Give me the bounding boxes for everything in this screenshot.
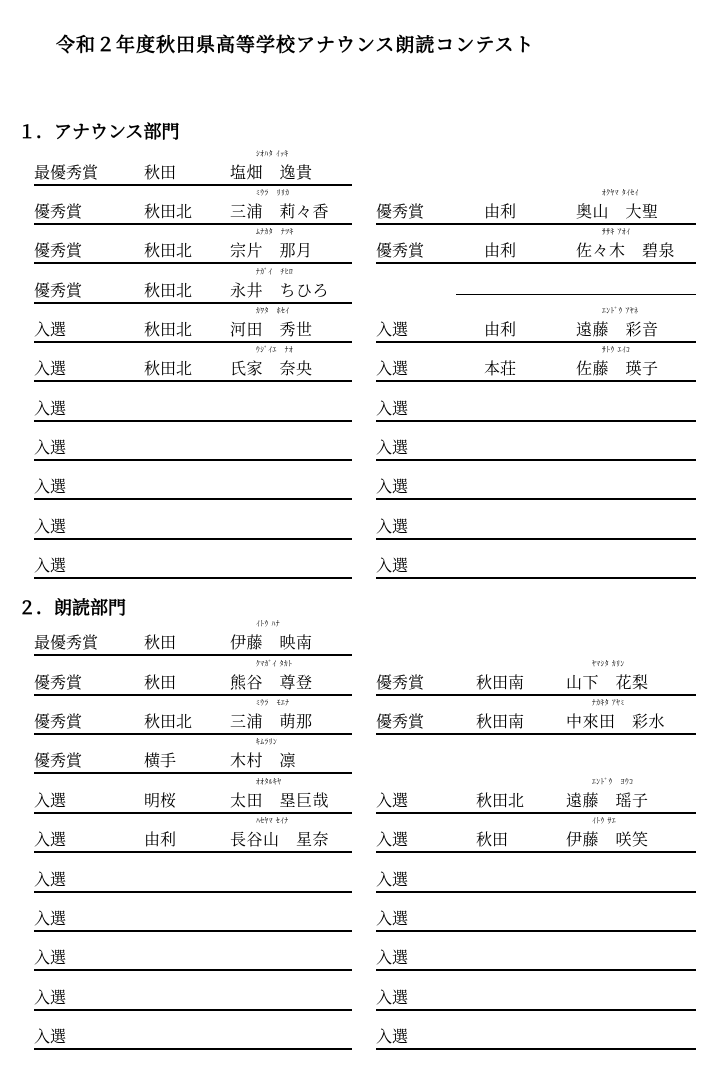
award-label: 入選 bbox=[34, 870, 67, 889]
school-name: 秋田 bbox=[476, 830, 509, 849]
student-name: 木村 凛 bbox=[230, 751, 297, 770]
school-name: 秋田南 bbox=[476, 673, 525, 692]
award-label: 入選 bbox=[376, 988, 409, 1007]
award-label: 入選 bbox=[376, 438, 409, 457]
student-name: 河田 秀世 bbox=[230, 320, 313, 339]
student-name: 伊藤 映南 bbox=[230, 633, 313, 652]
school-name: 明桜 bbox=[144, 791, 177, 810]
school-name: 秋田南 bbox=[476, 712, 525, 731]
result-row bbox=[376, 929, 696, 971]
school-name: 秋田北 bbox=[144, 202, 193, 221]
award-label: 入選 bbox=[34, 1027, 67, 1046]
result-row bbox=[376, 772, 696, 814]
student-name: 佐々木 碧泉 bbox=[576, 241, 676, 260]
award-label: 優秀賞 bbox=[34, 751, 83, 770]
result-row bbox=[34, 732, 352, 774]
award-label: 入選 bbox=[34, 438, 67, 457]
result-row bbox=[34, 301, 352, 343]
award-label: 入選 bbox=[376, 477, 409, 496]
result-row bbox=[34, 969, 352, 1011]
name-furigana: ｲﾄｳ ｻｴ bbox=[592, 816, 617, 825]
result-row bbox=[34, 144, 352, 186]
award-label: 優秀賞 bbox=[376, 241, 425, 260]
award-label: 優秀賞 bbox=[376, 673, 425, 692]
result-row bbox=[376, 458, 696, 500]
name-furigana: ﾐｳﾗ ﾘﾘｶ bbox=[256, 188, 290, 197]
award-label: 入選 bbox=[376, 517, 409, 536]
divider-line bbox=[456, 294, 696, 295]
award-label: 入選 bbox=[376, 870, 409, 889]
result-row bbox=[34, 419, 352, 461]
result-row bbox=[34, 380, 352, 422]
student-name: 三浦 莉々香 bbox=[230, 202, 330, 221]
award-label: 入選 bbox=[376, 359, 409, 378]
result-row bbox=[376, 654, 696, 696]
result-row bbox=[376, 851, 696, 893]
award-label: 優秀賞 bbox=[376, 202, 425, 221]
result-row bbox=[376, 969, 696, 1011]
student-name: 遠藤 瑶子 bbox=[566, 791, 649, 810]
student-name: 奥山 大聖 bbox=[576, 202, 659, 221]
student-name: 太田 塁巨哉 bbox=[230, 791, 330, 810]
name-furigana: ｶﾜﾀ ﾎｾｲ bbox=[256, 306, 290, 315]
result-row bbox=[34, 537, 352, 579]
award-label: 入選 bbox=[376, 320, 409, 339]
result-row bbox=[34, 183, 352, 225]
award-label: 最優秀賞 bbox=[34, 633, 99, 652]
school-name: 由利 bbox=[144, 830, 177, 849]
name-furigana: ﾑﾅｶﾀ ﾅﾂｷ bbox=[256, 227, 294, 236]
name-furigana: ｴﾝﾄﾞｳ ﾖｳｺ bbox=[592, 777, 634, 786]
name-furigana: ｷﾑﾗﾘﾝ bbox=[256, 737, 278, 746]
student-name: 氏家 奈央 bbox=[230, 359, 313, 378]
result-row bbox=[376, 301, 696, 343]
award-label: 入選 bbox=[376, 948, 409, 967]
result-row bbox=[34, 654, 352, 696]
name-furigana: ﾅｶｷﾀ ｱﾔﾐ bbox=[592, 698, 625, 707]
school-name: 由利 bbox=[484, 202, 517, 221]
award-label: 入選 bbox=[34, 556, 67, 575]
result-row bbox=[34, 929, 352, 971]
result-row bbox=[376, 419, 696, 461]
school-name: 本荘 bbox=[484, 359, 517, 378]
award-label: 優秀賞 bbox=[376, 712, 425, 731]
result-row bbox=[376, 340, 696, 382]
student-name: 塩畑 逸貴 bbox=[230, 163, 313, 182]
result-row bbox=[376, 693, 696, 735]
student-name: 遠藤 彩音 bbox=[576, 320, 659, 339]
name-furigana: ｴﾝﾄﾞｳ ｱﾔﾈ bbox=[602, 306, 639, 315]
name-furigana: ｸﾏｶﾞｲ ﾀｶﾄ bbox=[256, 659, 293, 668]
name-furigana: ｼｵﾊﾀ ｲｯｷ bbox=[256, 149, 289, 158]
school-name: 秋田北 bbox=[144, 320, 193, 339]
award-label: 最優秀賞 bbox=[34, 163, 99, 182]
result-row bbox=[34, 222, 352, 264]
award-label: 入選 bbox=[34, 830, 67, 849]
result-row bbox=[34, 614, 352, 656]
student-name: 山下 花梨 bbox=[566, 673, 649, 692]
result-row bbox=[376, 183, 696, 225]
award-label: 入選 bbox=[34, 399, 67, 418]
result-row bbox=[34, 458, 352, 500]
award-label: 優秀賞 bbox=[34, 241, 83, 260]
result-row bbox=[34, 693, 352, 735]
school-name: 秋田北 bbox=[144, 241, 193, 260]
school-name: 秋田 bbox=[144, 673, 177, 692]
award-label: 入選 bbox=[34, 517, 67, 536]
award-label: 入選 bbox=[376, 830, 409, 849]
school-name: 秋田北 bbox=[476, 791, 525, 810]
award-label: 入選 bbox=[34, 791, 67, 810]
award-label: 入選 bbox=[34, 988, 67, 1007]
name-furigana: ﾐｳﾗ ﾓｴﾅ bbox=[256, 698, 290, 707]
result-row bbox=[376, 1008, 696, 1050]
award-label: 入選 bbox=[34, 948, 67, 967]
award-label: 入選 bbox=[34, 359, 67, 378]
student-name: 長谷山 星奈 bbox=[230, 830, 330, 849]
school-name: 由利 bbox=[484, 320, 517, 339]
section-heading-recite: ２．朗読部門 bbox=[18, 598, 126, 619]
award-label: 優秀賞 bbox=[34, 712, 83, 731]
award-label: 優秀賞 bbox=[34, 202, 83, 221]
result-row bbox=[34, 262, 352, 304]
result-row bbox=[34, 1008, 352, 1050]
student-name: 伊藤 咲笑 bbox=[566, 830, 649, 849]
page-title: 令和２年度秋田県高等学校アナウンス朗読コンテスト bbox=[56, 34, 535, 56]
award-label: 入選 bbox=[376, 909, 409, 928]
student-name: 中來田 彩水 bbox=[566, 712, 666, 731]
school-name: 秋田北 bbox=[144, 359, 193, 378]
school-name: 秋田北 bbox=[144, 712, 193, 731]
school-name: 横手 bbox=[144, 751, 177, 770]
award-label: 入選 bbox=[34, 320, 67, 339]
award-label: 優秀賞 bbox=[34, 673, 83, 692]
name-furigana: ｵｵﾀﾙｷﾔ bbox=[256, 777, 282, 786]
name-furigana: ｻｻｷ ｱｵｲ bbox=[602, 227, 631, 236]
award-label: 入選 bbox=[376, 556, 409, 575]
result-row bbox=[34, 772, 352, 814]
school-name: 由利 bbox=[484, 241, 517, 260]
student-name: 三浦 萌那 bbox=[230, 712, 313, 731]
result-row bbox=[376, 811, 696, 853]
student-name: 永井 ちひろ bbox=[230, 281, 330, 300]
school-name: 秋田 bbox=[144, 163, 177, 182]
award-label: 入選 bbox=[376, 399, 409, 418]
result-row bbox=[376, 498, 696, 540]
name-furigana: ﾊｾﾔﾏ ｾｲﾅ bbox=[256, 816, 289, 825]
award-label: 入選 bbox=[34, 909, 67, 928]
result-row bbox=[34, 811, 352, 853]
award-label: 入選 bbox=[376, 1027, 409, 1046]
result-row bbox=[34, 851, 352, 893]
result-row bbox=[34, 340, 352, 382]
name-furigana: ｲﾄｳ ﾊﾅ bbox=[256, 619, 281, 628]
result-row bbox=[376, 222, 696, 264]
section-heading-announce: １．アナウンス部門 bbox=[18, 122, 180, 143]
school-name: 秋田 bbox=[144, 633, 177, 652]
name-furigana: ｻﾄｳ ｴｲｺ bbox=[602, 345, 631, 354]
award-label: 優秀賞 bbox=[34, 281, 83, 300]
result-row bbox=[376, 380, 696, 422]
name-furigana: ｳｼﾞｲｴ ﾅｵ bbox=[256, 345, 294, 354]
result-row bbox=[34, 890, 352, 932]
result-row bbox=[34, 498, 352, 540]
name-furigana: ｵｸﾔﾏ ﾀｲｾｲ bbox=[602, 188, 639, 197]
name-furigana: ﾔﾏｼﾀ ｶﾘﾝ bbox=[592, 659, 625, 668]
result-row bbox=[376, 890, 696, 932]
student-name: 宗片 那月 bbox=[230, 241, 313, 260]
result-row bbox=[376, 537, 696, 579]
student-name: 熊谷 尊登 bbox=[230, 673, 313, 692]
student-name: 佐藤 瑛子 bbox=[576, 359, 659, 378]
name-furigana: ﾅｶﾞｲ ﾁﾋﾛ bbox=[256, 267, 294, 276]
school-name: 秋田北 bbox=[144, 281, 193, 300]
award-label: 入選 bbox=[376, 791, 409, 810]
award-label: 入選 bbox=[34, 477, 67, 496]
